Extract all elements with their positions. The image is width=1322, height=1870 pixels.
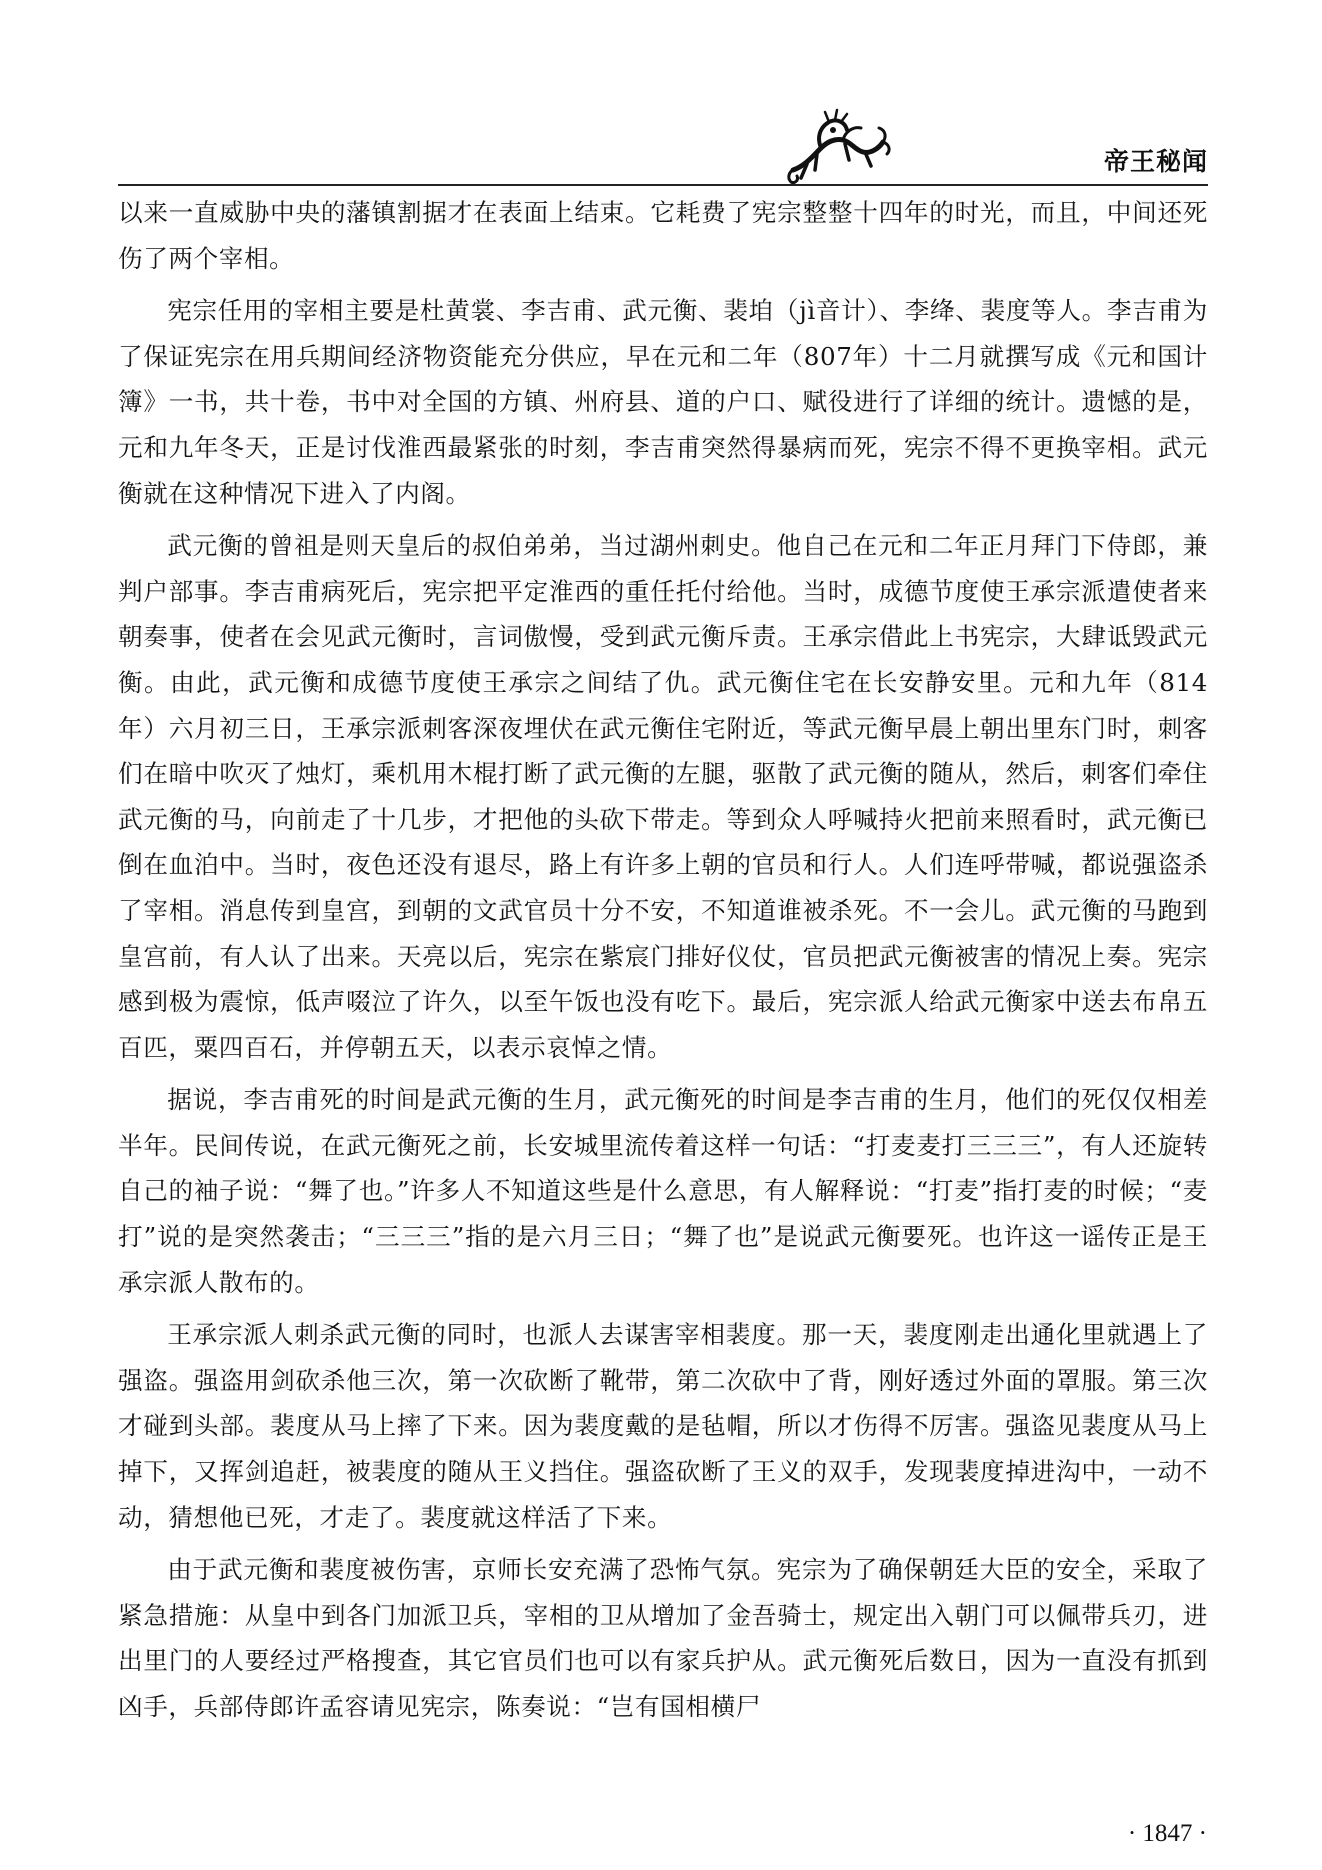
running-title: 帝王秘闻 xyxy=(1103,147,1208,176)
body-text xyxy=(118,190,1208,1737)
paragraph: 据说，李吉甫死的时间是武元衡的生月，武元衡死的时间是李吉甫的生月，他们的死仅仅相差半年。民间传说，在武元衡死之前，长安城里流传着这样一句话：“打麦麦打三三三”，有人还旋转自己的袖子说：“舞了也。”许多人不知道这些是什么意思，有人解释说：“打麦”指打麦的时候；“麦打”说的是突然袭击；“三三三”指的是六月三日；“舞了也”是说武元衡要死。也许这一谣传正是王承宗派人散布的。 xyxy=(118,1085,1208,1297)
paragraph: 以来一直威胁中央的藩镇割据才在表面上结束。它耗费了宪宗整整十四年的时光，而且，中间还死伤了两个宰相。 xyxy=(118,198,1208,273)
dragon-ornament-icon xyxy=(783,108,893,188)
paragraph: 宪宗任用的宰相主要是杜黄裳、李吉甫、武元衡、裴垍（jì音计）、李绛、裴度等人。李吉甫为了保证宪宗在用兵期间经济物资能充分供应，早在元和二年（807年）十二月就撰写成《元和国计簿》一书，共十卷，书中对全国的方镇、州府县、道的户口、赋役进行了详细的统计。遗憾的是，元和九年冬天，正是讨伐淮西最紧张的时刻，李吉甫突然得暴病而死，宪宗不得不更换宰相。武元衡就在这种情况下进入了内阁。 xyxy=(118,296,1208,508)
page-number: · 1847 · xyxy=(1127,1820,1207,1847)
paragraph: 武元衡的曾祖是则天皇后的叔伯弟弟，当过湖州刺史。他自己在元和二年正月拜门下侍郎，兼判户部事。李吉甫病死后，宪宗把平定淮西的重任托付给他。当时，成德节度使王承宗派遣使者来朝奏事，使者在会见武元衡时，言词傲慢，受到武元衡斥责。王承宗借此上书宪宗，大肆诋毁武元衡。由此，武元衡和成德节度使王承宗之间结了仇。武元衡住宅在长安静安里。元和九年（814年）六月初三日，王承宗派刺客深夜埋伏在武元衡住宅附近，等武元衡早晨上朝出里东门时，刺客们在暗中吹灭了烛灯，乘机用木棍打断了武元衡的左腿，驱散了武元衡的随从，然后，刺客们牵住武元衡的马，向前走了十几步，才把他的头砍下带走。等到众人呼喊持火把前来照看时，武元衡已倒在血泊中。当时，夜色还没有退尽，路上有许多上朝的官员和行人。人们连呼带喊，都说强盗杀了宰相。消息传到皇宫，到朝的文武官员十分不安，不知道谁被杀死。不一会儿。武元衡的马跑到皇宫前，有人认了出来。天亮以后，宪宗在紫宸门排好仪仗，官员把武元衡被害的情况上奏。宪宗感到极为震惊，低声啜泣了许久，以至午饭也没有吃下。最后，宪宗派人给武元衡家中送去布帛五百匹，粟四百石，并停朝五天，以表示哀悼之情。 xyxy=(118,531,1208,1062)
paragraph: 王承宗派人刺杀武元衡的同时，也派人去谋害宰相裴度。那一天，裴度刚走出通化里就遇上了强盗。强盗用剑砍杀他三次，第一次砍断了靴带，第二次砍中了背，刚好透过外面的罩服。第三次才碰到头部。裴度从马上摔了下来。因为裴度戴的是毡帽，所以才伤得不厉害。强盗见裴度从马上掉下，又挥剑追赶，被裴度的随从王义挡住。强盗砍断了王义的双手，发现裴度掉进沟中，一动不动，猜想他已死，才走了。裴度就这样活了下来。 xyxy=(118,1320,1208,1532)
header-divider xyxy=(118,184,1208,186)
page-header xyxy=(118,108,1208,188)
paragraph: 由于武元衡和裴度被伤害，京师长安充满了恐怖气氛。宪宗为了确保朝廷大臣的安全，采取了紧急措施：从皇中到各门加派卫兵，宰相的卫从增加了金吾骑士，规定出入朝门可以佩带兵刃，进出里门的人要经过严格搜查，其它官员们也可以有家兵护从。武元衡死后数日，因为一直没有抓到凶手，兵部侍郎许孟容请见宪宗，陈奏说：“岂有国相横尸 xyxy=(118,1555,1208,1721)
